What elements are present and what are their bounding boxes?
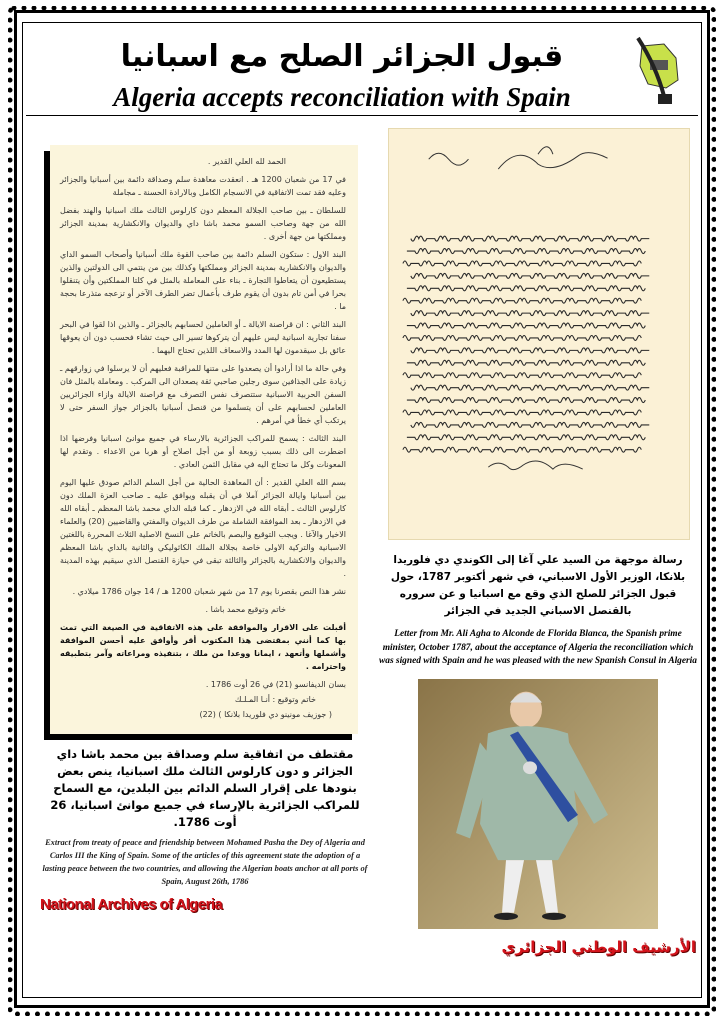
treaty-caption-english: Extract from treaty of peace and friendship between Mohamed Pasha the Dey of Algeria and Carlos III the King of Spain. Some of the articles of this agreement state the adoption of a lasting peace between the two countries, and allowing the Algerian boats anchor at all ports of Spain, August 26th, 1786 — [42, 838, 368, 886]
doc-signature: خاتم وتوقيع : أنـا المـلـك — [234, 695, 316, 704]
doc-paragraph: الحمد لله العلي القدير . — [207, 157, 286, 166]
doc-seal-line: خاتم وتوقيع محمد باشا . — [205, 605, 286, 614]
doc-ratification: أقبلت على الاقرار والموافقة على هذه الاتفاقية في الصيغة التي تمت بها كما أنني بمقتضى هذا المكتوب أقر وأوافق عليه أحسن الموافقة وأشملها وأتعهد ، ايمانا ووعدا من ملك ، بتنفيذه ومراعاته وآمر بتطبيقه واحترامه . — [60, 623, 346, 671]
handwriting-line — [403, 447, 641, 452]
handwriting-line — [403, 298, 641, 303]
handwriting-line — [407, 435, 645, 440]
left-column — [40, 145, 370, 914]
handwriting-line — [407, 360, 645, 365]
title-english: Algeria accepts reconciliation with Spain — [113, 82, 571, 112]
handwritten-letter-scan — [388, 128, 690, 540]
handwriting-line — [411, 236, 649, 241]
right-column — [378, 552, 698, 957]
treaty-document-scan — [50, 145, 358, 734]
doc-article-2: البند الثاني : ان قراصنة الايالة ـ أو العاملين لحسابهم بالجزائر ـ والذين اذا لقوا في البحر سفنا تجارية اسبانية ليس عليهم أن يتركوها تسير الى حيث تشاء فحسب دون أن يعوقها عائق بل سيقدمون لها المدد والاسعاف اللذين تحتاج اليهما . — [60, 320, 346, 355]
handwriting-line — [411, 273, 649, 278]
doc-paragraph: نشر هذا النص بقصرنا يوم 17 من شهر شعبان 1200 هـ / 14 جوان 1786 ميلادي . — [72, 587, 346, 596]
handwriting-line — [411, 311, 649, 316]
letter-caption-arabic: رسالة موجهة من السيد علي آغا إلى الكوندي دي فلوريدا بلانكا، الوزير الأول الاسباني، في شهر أكتوبر 1787، حول قبول الجزائر للصلح الذي وقع مع اسبانيا و عن سروره بالقنصل الاسباني الجديد في الجزائر — [390, 554, 686, 617]
letter-caption-english: Letter from Mr. Ali Agha to Alconde de Florida Blanca, the Spanish prime minister, October 1787, about the acceptance of Algeria the reconciliation which was signed with Spain and he was pleased with the new Spanish Consul in Algeria — [379, 629, 697, 666]
quill-map-logo-icon — [634, 36, 684, 108]
doc-paragraph: بسم الله العلي القدير : أن المعاهدة الحالية من أجل السلم الدائم صودق عليها اليوم بين أسبانيا وايالة الجزائر آملا في أن يقبله ويوافق عليه ـ صاحب العزة الملك دون كارلوس الثالث ـ أبقاه الله في الازدهار ـ كما قبله الداي محمد باشا المعظم ـ أبقاه الله في الازدهار ـ بعد الموافقة الشاملة من طرف الديوان والمفتي والقاضيين (20) والعلماء الاخيار والآغا . ويجب التوقيع والبصم بالخاتم على النسخ الاصلية الثلاث المحررة باللغتين الاسبانية والتركية الاولى خاصة بجلالة الملك الكاثوليكي والثانية بالداي باشا المعظم والديوان والانكشارية بالجزائر والثالثة تبقى في حيازة القنصل الذي سيقيم بهذه المدينة . — [60, 478, 346, 578]
handwriting-line — [403, 335, 641, 340]
handwriting-line — [411, 422, 649, 427]
title-arabic: قبول الجزائر الصلح مع اسبانيا — [120, 39, 564, 74]
handwriting-line — [407, 286, 645, 291]
handwriting-line — [403, 373, 641, 378]
doc-signatory: ( جوزيف مونينو دي فلوريدا بلانكا ) (22) — [199, 710, 332, 719]
doc-paragraph: في 17 من شعبان 1200 هـ . انعقدت معاهدة سلم وصداقة دائمة بين أسبانيا والجزائر وعليه فقد تمت الاتفاقية في الانسجام الكامل وبالارادة الحسنة ـ مجاملة — [60, 175, 347, 197]
footer-english: National Archives of Algeria — [40, 896, 223, 913]
doc-article-3: البند الثالث : يسمح للمراكب الجزائرية بالارساء في جميع موانئ اسبانيا وفرضها اذا اضطرت الى ذلك بسبب زوبعة أو من أجل اصلاح أو هربا من الاعداء . وتقدم لها المعونات وكل ما تحتاج اليه في مقابل الثمن العادي . — [60, 434, 346, 469]
treaty-caption-arabic: مقتطف من اتفاقية سلم وصداقة بين محمد باشا داي الجزائر و دون كارلوس الثالث ملك اسبانيا، ينص بعض بنودها على إقرار السلم الدائم بين البلدين، مع السماح للمراكب الجزائرية بالإرساء في جميع موانئ اسبانيا، 26 أوت 1786. — [50, 747, 360, 829]
handwriting-line — [407, 323, 645, 328]
handwriting-line — [411, 385, 649, 390]
doc-paragraph: للسلطان ـ بين صاحب الجلالة المعظم دون كارلوس الثالث ملك اسبانيا والهند بفضل الله من جهة وصاحب السمو محمد باشا داي والديوان والانكشارية بمدينة الجزائر ومملكتها من جهة أخرى . — [60, 206, 346, 241]
footer-arabic: الأرشيف الوطني الجزائري — [501, 937, 696, 956]
handwriting-line — [403, 261, 641, 266]
handwriting-line — [407, 249, 645, 254]
handwriting-line — [407, 398, 645, 403]
doc-paragraph: وفي حالة ما اذا أرادوا أن يصعدوا على متنها للمراقبة فعليهم أن لا يرسلوا في زوارقهم ـ زيادة على الجذافين سوى رجلين صاحبي ثقة يصعدان الى المركب . ومعاملة بالمثل فان السفن الحربية الاسبانية ستتصرف نفس التصرف مع قراصنة الايالة وازاء الجزائريين العاملين لحسابهم على أن يتسلموا من قنصل أسبانيا بالجزائر جواز السفر حتى لا يرتكب أي خطأ في أمرهم . — [60, 364, 346, 425]
doc-place-date: بسان الديفانسو (21) في 26 أوت 1786 . — [205, 680, 346, 689]
portrait-painting — [418, 679, 658, 929]
handwriting-line — [403, 410, 641, 415]
doc-article-1: البند الاول : ستكون السلم دائمة بين صاحب القوة ملك أسبانيا وأصحاب السمو الداي والديوان والانكشارية بمدينة الجزائر ومملكتها وكذلك بين من ينتمي الى الدولتين والذين يستطيعون أن يتعاطوا التجارة ـ بناء على المعاملة بالمثل في كلتا المملكتين وأن يتنقلوا بحرا في أمن تام بدون أن يقوم طرف بأعمال تضر الطرف الآخر أو تزعجه متذرعا بحجة ما . — [60, 250, 346, 311]
header — [26, 26, 698, 116]
handwriting-line — [411, 348, 649, 353]
